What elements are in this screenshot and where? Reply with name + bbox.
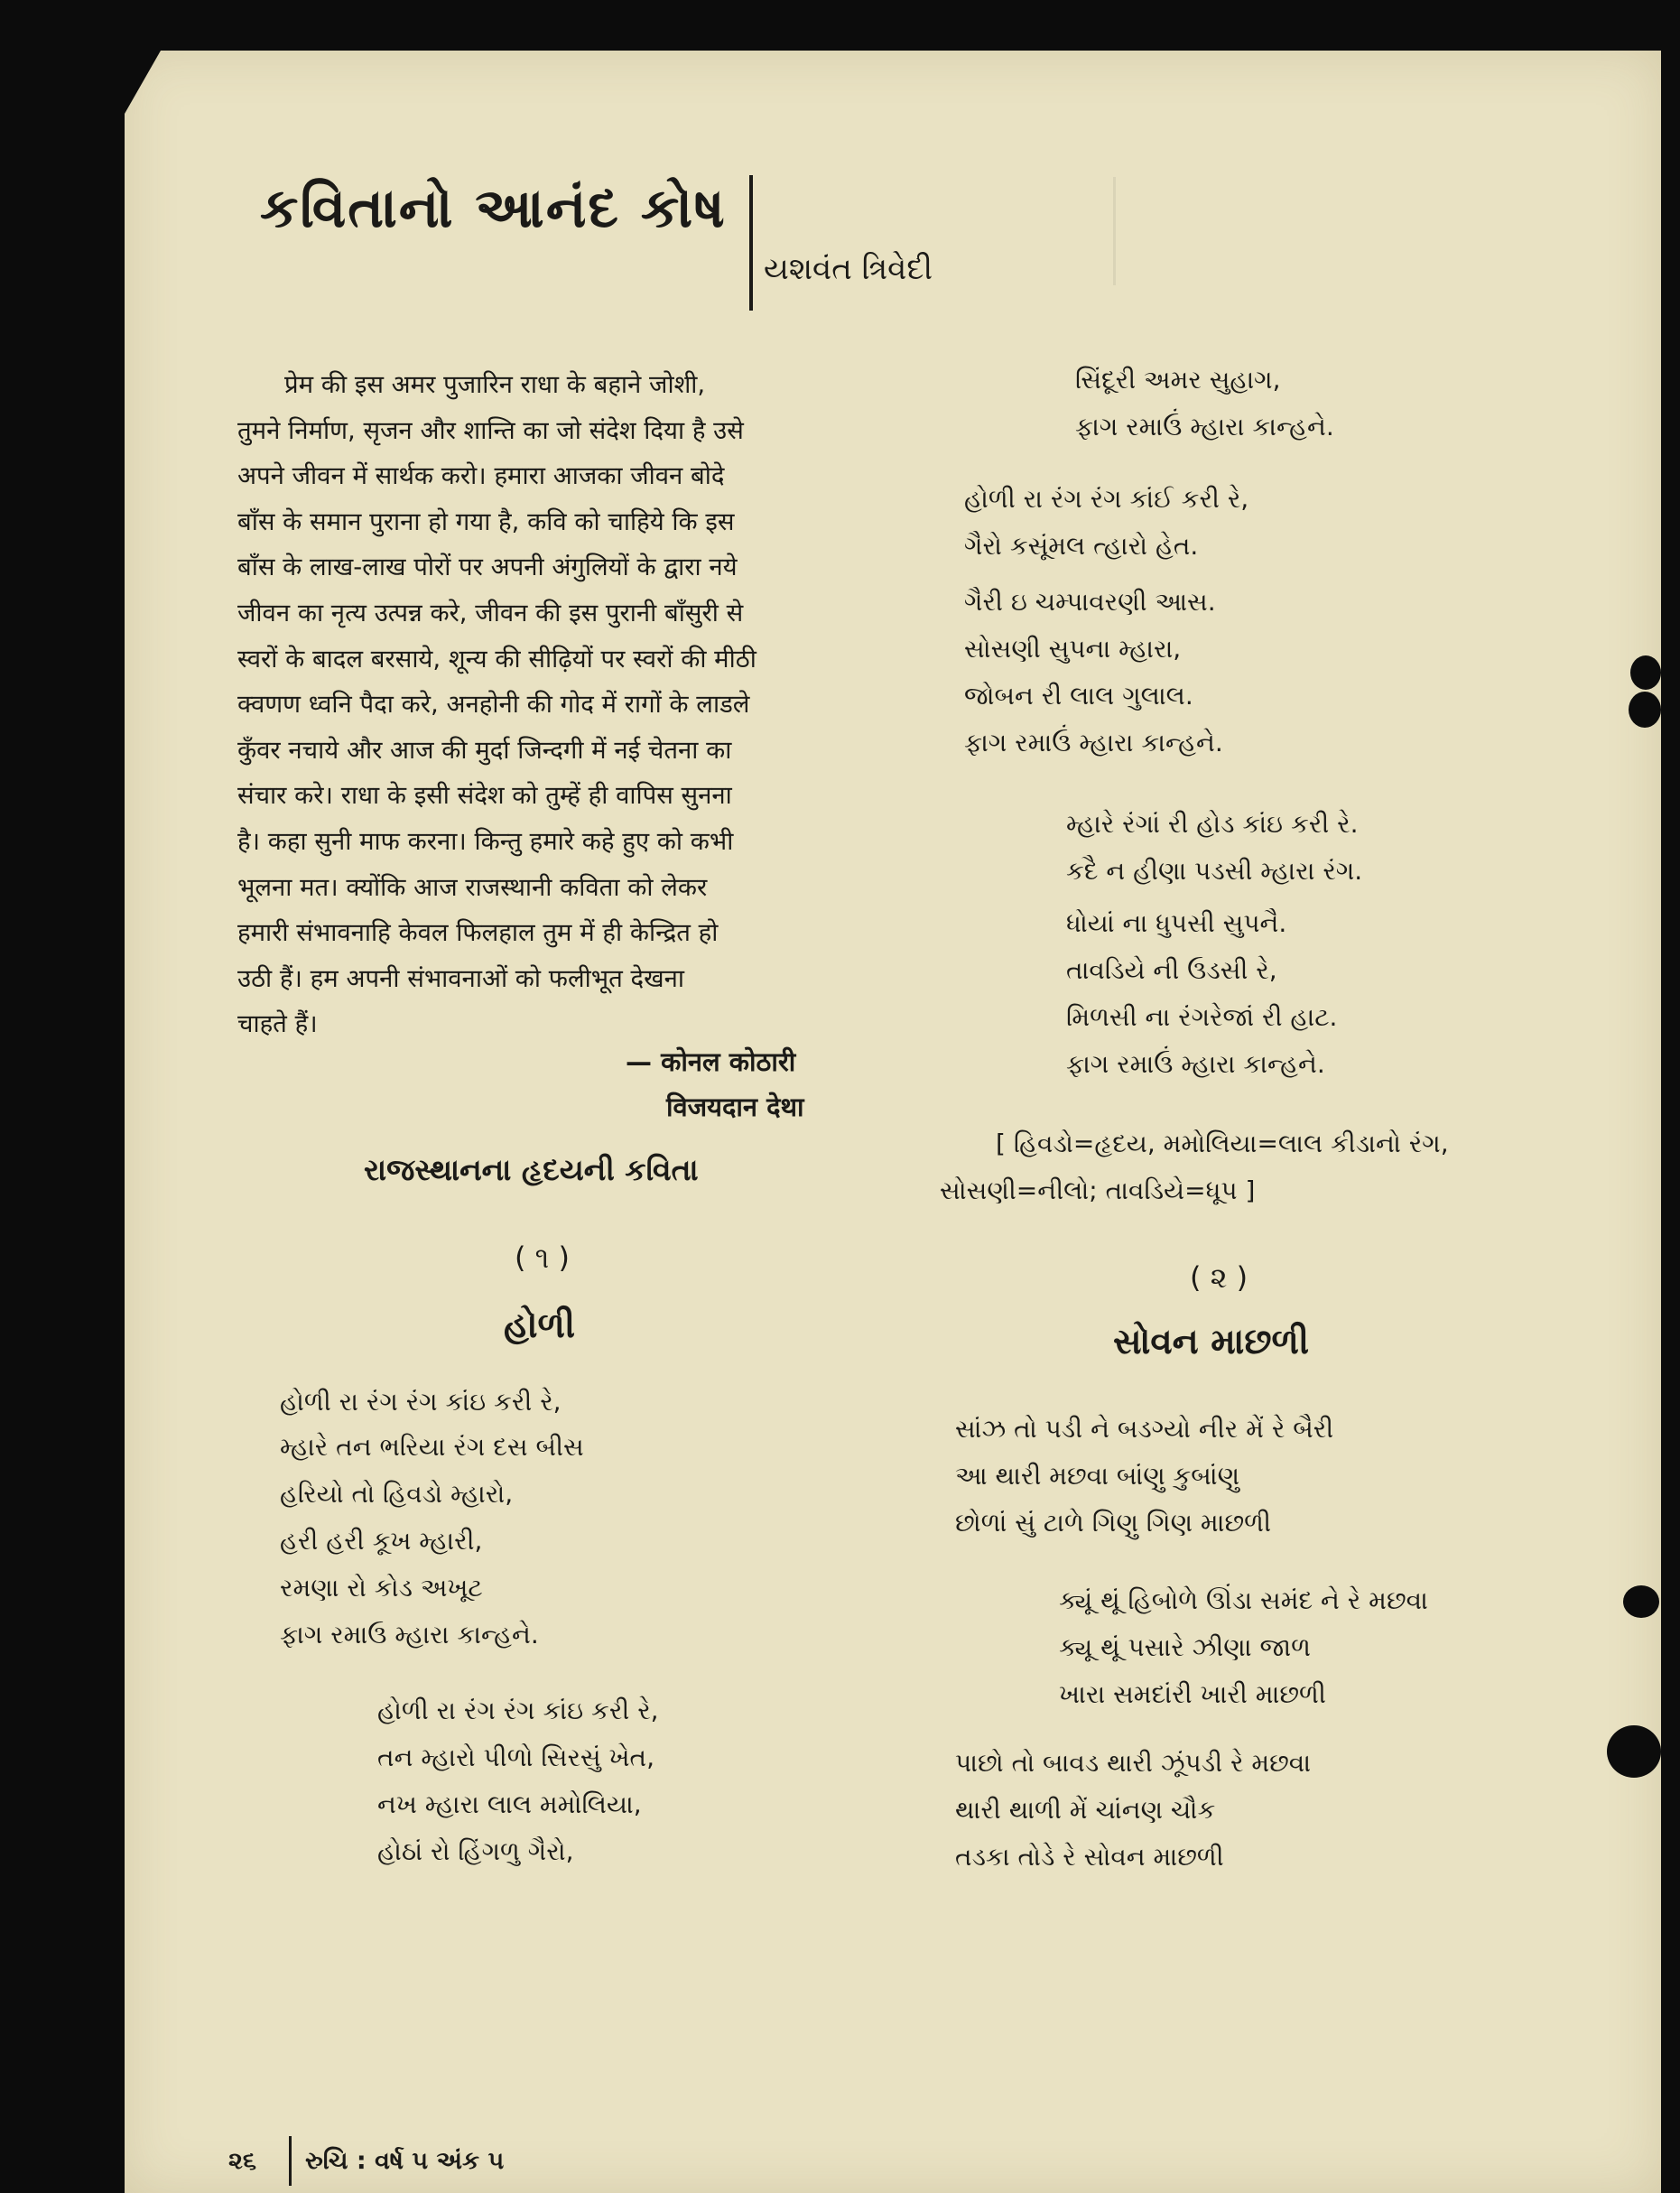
section-heading: રાજસ્થાનના હૃદયની કવિતા [364, 1152, 699, 1187]
paragraph-line: तुमने निर्माण, सृजन और शान्ति का जो संदेश दिया है उसे [237, 415, 744, 445]
poem-line: નખ મ્હારા લાલ મમોલિયા, [377, 1789, 642, 1819]
paragraph-line: उठी हैं। हम अपनी संभावनाओं को फलीभूत देखना [237, 963, 684, 993]
paragraph-line: कुँवर नचाये और आज की मुर्दा जिन्दगी में नई चेतना का [237, 735, 732, 765]
poem-line: તાવડિયે ની ઉડસી રે, [1066, 955, 1277, 985]
paragraph-line: अपने जीवन में सार्थक करो। हमारा आजका जीवन बोदे [237, 461, 725, 491]
glossary-line: [ હિવડો=હૃદય, મમોલિયા=લાલ કીડાનો રંગ, [996, 1129, 1449, 1158]
paragraph-line: चाहते हैं। [237, 1009, 318, 1039]
poem-line: ક્યૂ થૂં પસારે ઝીણા જાળ [1059, 1632, 1311, 1662]
poem-1-number: ( ૧ ) [515, 1241, 570, 1275]
poem-line: ફાગ રમાઉં મ્હારા કાન્હને. [1066, 1049, 1325, 1079]
poem-line: હોઠાં રો હિંગળુ ગૈરો, [377, 1836, 574, 1866]
article-title: કવિતાનો આનંદ કોષ [260, 177, 727, 240]
magazine-page [125, 51, 1661, 2193]
poem-line: હરી હરી કૂખ મ્હારી, [280, 1526, 483, 1556]
poem-2-number: ( ૨ ) [1190, 1260, 1248, 1295]
poem-line: હોળી રા રંગ રંગ કાંઇ કરી રે, [377, 1696, 659, 1725]
poem-line: ખારા સમદાંરી ખારી માછળી [1059, 1679, 1326, 1709]
poem-line: તડકા તોડે રે સોવન માછળી [955, 1842, 1224, 1872]
punch-hole [1607, 1725, 1661, 1778]
poem-2-title: સોવન માછળી [1113, 1322, 1310, 1362]
poem-1-title: હોળી [504, 1306, 576, 1346]
punch-hole [1630, 655, 1661, 690]
poem-line: તન મ્હારો પીળો સિરસું ખેત, [377, 1742, 654, 1772]
poem-line: છોળાં સું ટાળે ગિણુ ગિણ માછળી [955, 1508, 1272, 1538]
poem-line: હોળી રા રંગ રંગ કાંઈ કરી રે, [964, 484, 1249, 514]
punch-hole [1623, 1585, 1659, 1618]
footer-divider [289, 2136, 292, 2186]
glossary-line: સોસણી=નીલો; તાવડિયે=ધૂપ ] [940, 1175, 1256, 1205]
paragraph-line: हमारी संभावनाहि केवल फिलहाल तुम में ही केन्द्रित हो [237, 918, 719, 948]
signature-line-1: — कोनल कोठारी [626, 1046, 796, 1077]
paragraph-line: बाँस के समान पुराना हो गया है, कवि को चाहिये कि इस [237, 506, 735, 536]
poem-line: સોસણી સુપના મ્હારા, [964, 634, 1182, 664]
page-number: ૨૬ [228, 2147, 256, 2175]
article-author: યશવંત ત્રિવેદી [764, 251, 933, 287]
poem-line: મ્હારે રંગાં રી હોડ કાંઇ કરી રે. [1066, 809, 1359, 839]
poem-line: મ્હારે તન ભરિયા રંગ દસ બીસ [280, 1432, 584, 1462]
signature-line-2: विजयदान देथा [666, 1092, 804, 1122]
paragraph-line: स्वरों के बादल बरसाये, शून्य की सीढ़ियों पर स्वरों की मीठी [237, 644, 756, 674]
paragraph-line: बाँस के लाख-लाख पोरों पर अपनी अंगुलियों के द्वारा नये [237, 553, 738, 582]
poem-line: હરિયો તો હિવડો મ્હારો, [280, 1479, 514, 1509]
poem-line: સાંઝ તો પડી ને બડગ્યો નીર મેં રે બૈરી [955, 1414, 1334, 1444]
paragraph-line: भूलना मत। क्योंकि आज राजस्थानी कविता को लेकर [237, 872, 708, 902]
paragraph-line: प्रेम की इस अमर पुजारिन राधा के बहाने जोशी, [284, 370, 706, 399]
poem-line: થારી થાળી મેં ચાંનણ ચૌક [955, 1795, 1216, 1825]
paragraph-line: संचार करे। राधा के इसी संदेश को तुम्हें ही वापिस सुनना [237, 781, 732, 811]
poem-line: ક્યૂં થૂં હિબોળે ઊંડા સમંદ ને રે મછવા [1059, 1585, 1428, 1615]
paragraph-line: है। कहा सुनी माफ करना। किन्तु हमारे कहे हुए को कभी [237, 826, 734, 856]
journal-issue: રુચિ : વર્ષ ૫ અંક ૫ [305, 2147, 505, 2175]
punch-hole [1629, 692, 1661, 728]
show-through-shadow [1113, 177, 1540, 285]
poem-line: ફાગ રમાઉં મ્હારા કાન્હને. [964, 728, 1223, 757]
poem-line: આ થારી મછવા બાંણુ કુબાંણુ [955, 1461, 1240, 1491]
poem-line: ફાગ રમાઉં મ્હારા કાન્હને. [1075, 412, 1334, 441]
paragraph-line: जीवन का नृत्य उत्पन्न करे, जीवन की इस पुरानी बाँसुरी से [237, 598, 744, 627]
poem-line: રમણા રો કોડ અખૂટ [280, 1573, 483, 1603]
hindi-paragraph [237, 362, 982, 1047]
poem-line: ફાગ રમાઉ મ્હારા કાન્હને. [280, 1620, 539, 1649]
poem-line: જોબન રી લાલ ગુલાલ. [964, 681, 1193, 711]
poem-line: પાછો તો બાવડ થારી ઝૂંપડી રે મછવા [955, 1748, 1312, 1778]
paragraph-line: क्वणण ध्वनि पैदा करे, अनहोनी की गोद में रागों के लाडले [237, 690, 750, 720]
poem-line: ધોયાં ના ધુપસી સુપનૈ. [1066, 908, 1287, 938]
poem-line: હોળી રા રંગ રંગ કાંઇ કરી રે, [280, 1387, 562, 1417]
poem-line: સિંદૂરી અમર સુહાગ, [1075, 365, 1281, 395]
poem-line: ગૈરી ઇ ચમ્પાવરણી આસ. [964, 587, 1216, 617]
title-divider [749, 175, 753, 311]
poem-line: ગૈરો કસૂંમલ ત્હારો હેત. [964, 531, 1199, 561]
poem-line: કદૈ ન હીણા પડસી મ્હારા રંગ. [1066, 856, 1363, 886]
folded-corner [125, 51, 161, 114]
poem-line: મિળસી ના રંગરેજાં રી હાટ. [1066, 1002, 1338, 1032]
